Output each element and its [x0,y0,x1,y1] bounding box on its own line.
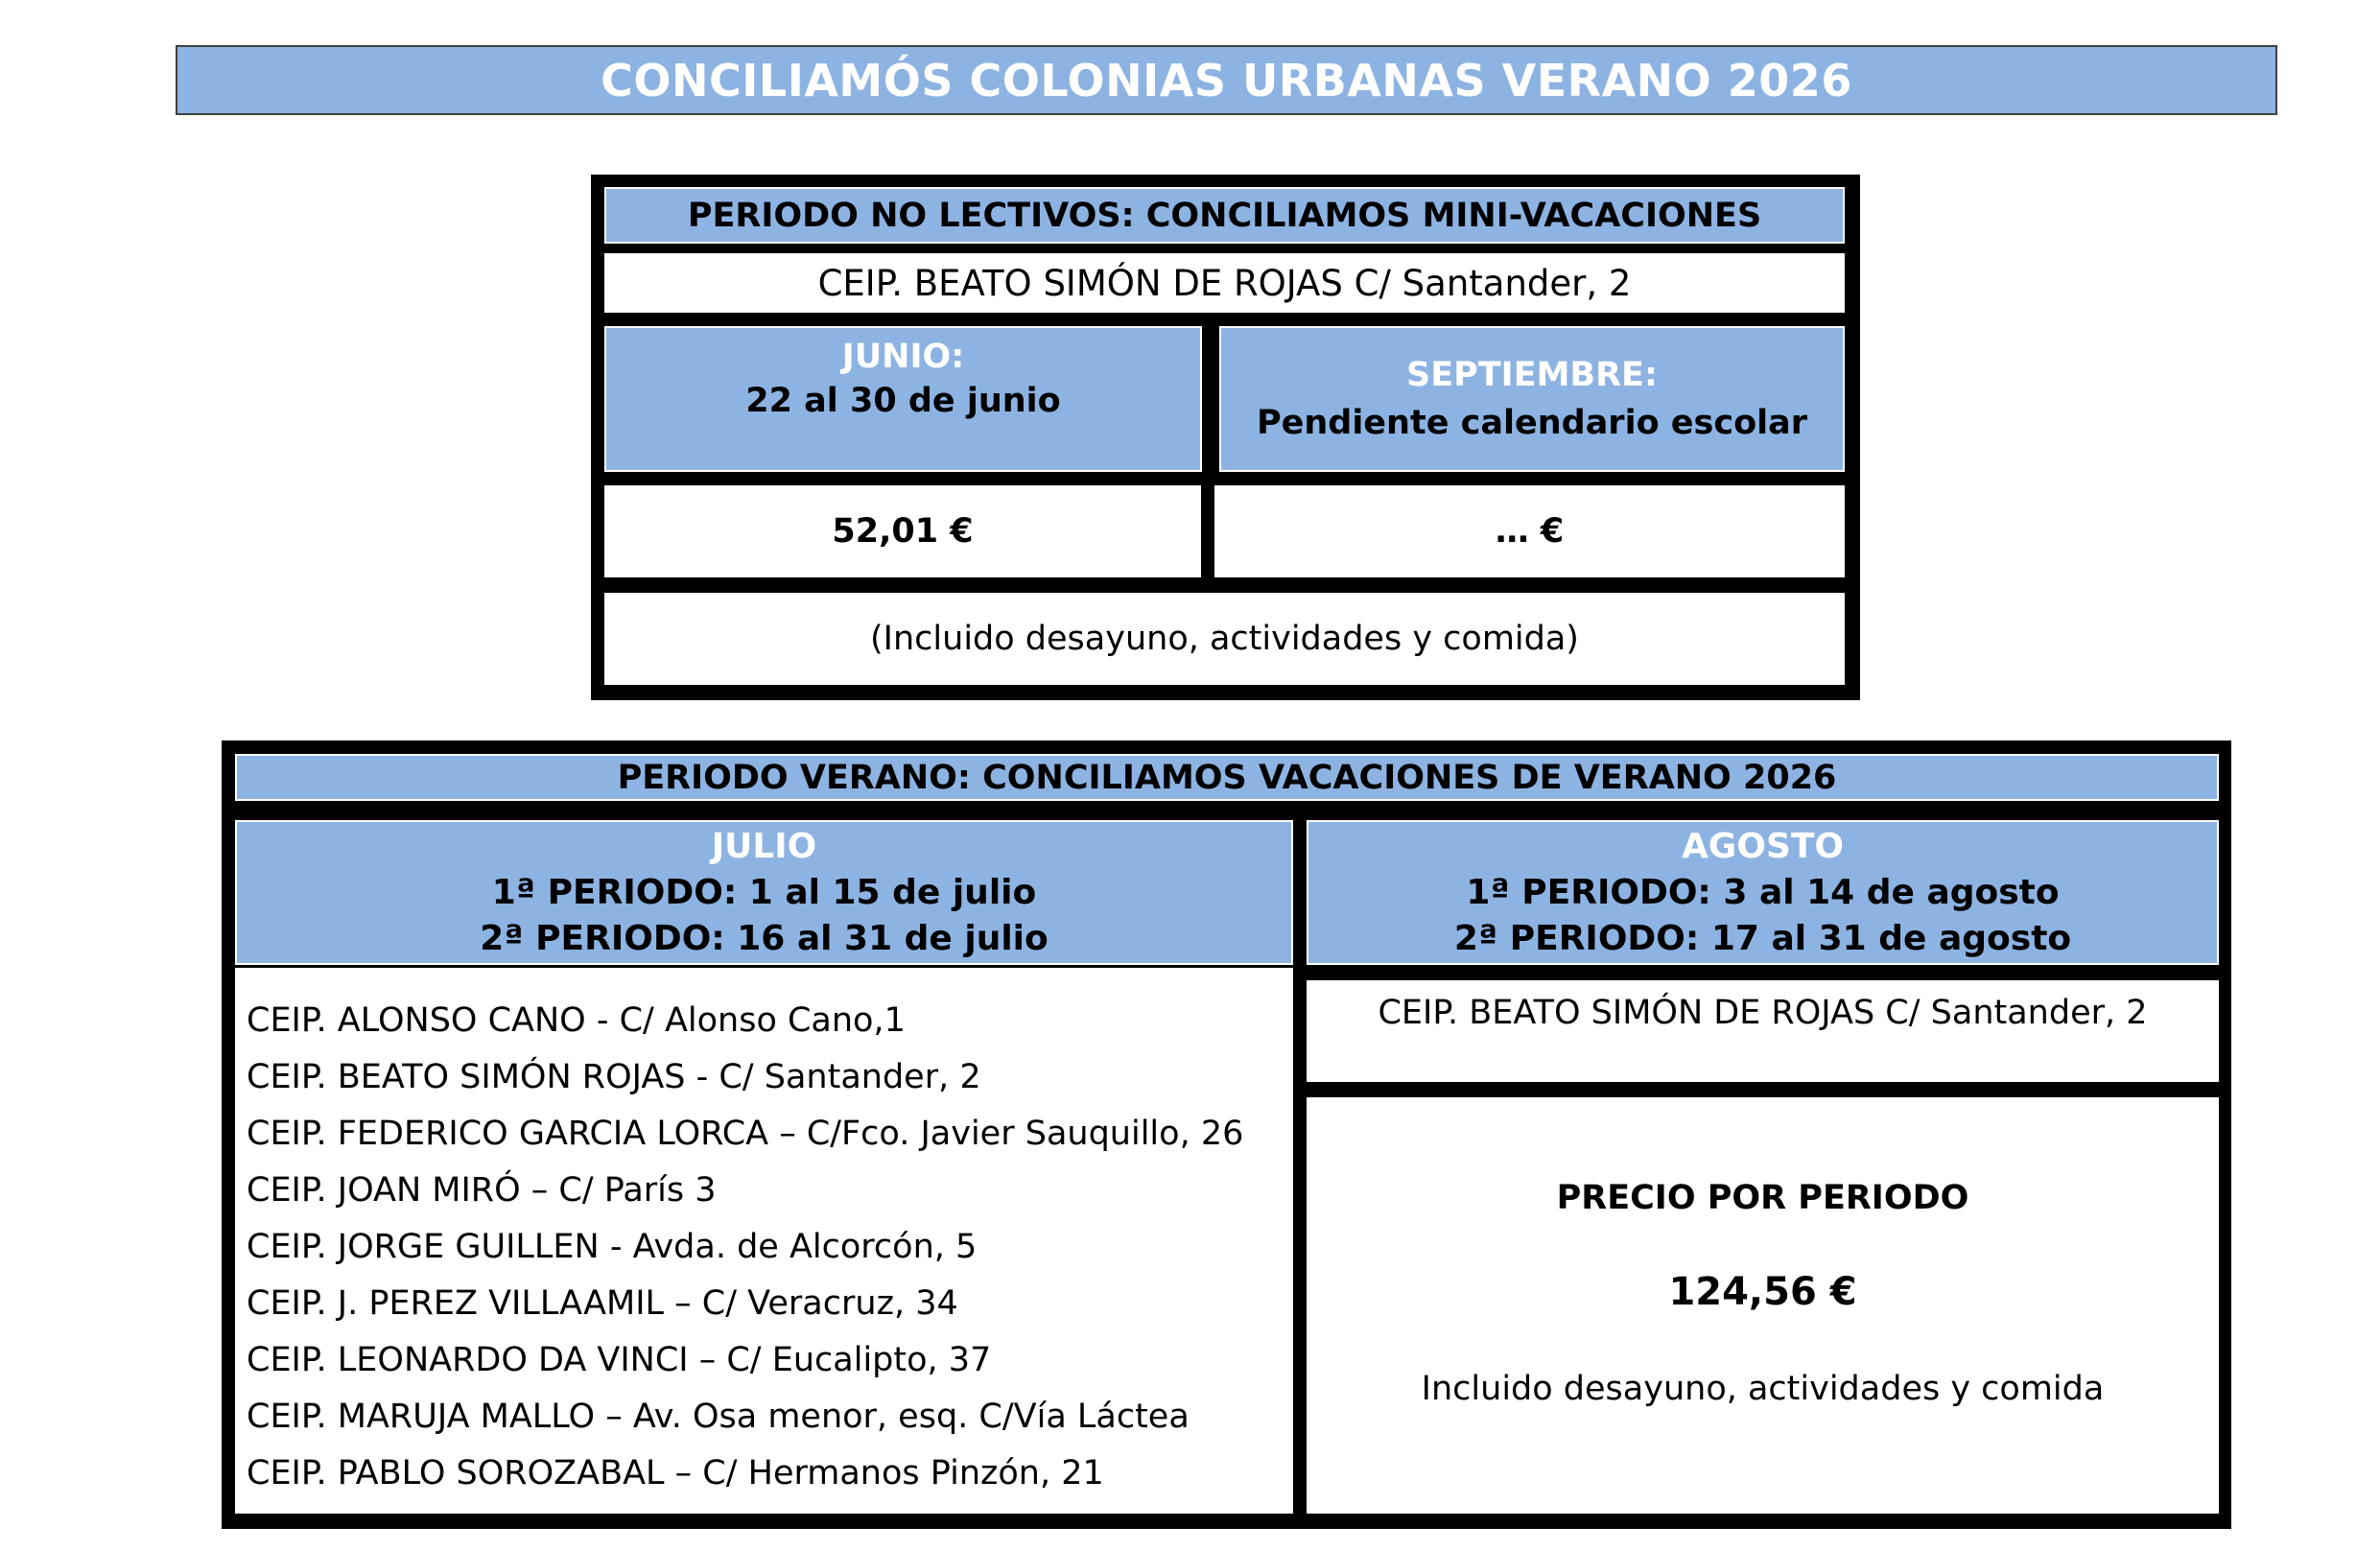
july-header-cell [235,820,1293,965]
july-school-item: CEIP. ALONSO CANO - C/ Alonso Cano,1 [247,1001,906,1040]
august-price-cell [1307,1097,2219,1514]
price-label: PRECIO POR PERIODO [1556,1179,1969,1217]
no-lectivos-included-cell [604,593,1845,685]
no-lectivos-header: PERIODO NO LECTIVOS: CONCILIAMOS MINI-VACACIONES [687,196,1762,235]
verano-table [222,740,2231,1529]
verano-header-cell [235,754,2219,801]
august-school-cell [1307,980,2219,1082]
june-label: JUNIO: [841,338,965,376]
july-school-item: CEIP. JORGE GUILLEN - Avda. de Alcorcón, 5 [247,1228,978,1266]
no-lectivos-school-cell [604,253,1845,313]
june-price: 52,01 € [832,512,974,551]
july-school-item: CEIP. BEATO SIMÓN ROJAS - C/ Santander, 2 [247,1058,981,1096]
june-price-cell [604,485,1201,577]
june-dates: 22 al 30 de junio [745,382,1061,420]
page-title: CONCILIAMÓS COLONIAS URBANAS VERANO 2026 [601,54,1852,106]
september-dates: Pendiente calendario escolar [1256,404,1808,442]
september-price-cell [1214,485,1845,577]
july-schools-list [247,993,1291,1502]
july-schools-cell [235,968,1293,1514]
no-lectivos-included: (Incluido desayuno, actividades y comida) [870,620,1579,658]
july-period-2: 2ª PERIODO: 16 al 31 de julio [480,918,1049,958]
september-label: SEPTIEMBRE: [1406,356,1658,394]
price-value: 124,56 € [1668,1270,1857,1314]
page-title-bar [176,45,2277,115]
august-period-1: 1ª PERIODO: 3 al 14 de agosto [1466,872,2060,912]
august-period-2: 2ª PERIODO: 17 al 31 de agosto [1453,918,2072,958]
price-included: Incluido desayuno, actividades y comida [1421,1370,2105,1408]
august-header-cell [1307,820,2219,965]
no-lectivos-school: CEIP. BEATO SIMÓN DE ROJAS C/ Santander, 2 [817,262,1632,304]
no-lectivos-header-cell [604,187,1845,244]
july-school-item: CEIP. JOAN MIRÓ – C/ París 3 [247,1171,717,1210]
july-school-item: CEIP. J. PEREZ VILLAAMIL – C/ Veracruz, 34 [247,1284,958,1323]
no-lectivos-table [591,175,1860,700]
september-cell [1219,326,1845,472]
july-label: JULIO [711,826,817,866]
august-label: AGOSTO [1681,826,1845,866]
verano-header: PERIODO VERANO: CONCILIAMOS VACACIONES DE VERANO 2026 [617,758,1837,797]
july-school-item: CEIP. LEONARDO DA VINCI – C/ Eucalipto, 37 [247,1341,992,1379]
july-school-item: CEIP. PABLO SOROZABAL – C/ Hermanos Pinzón, 21 [247,1454,1104,1492]
july-school-item: CEIP. MARUJA MALLO – Av. Osa menor, esq. C/Vía Láctea [247,1398,1190,1436]
september-price: … € [1495,512,1565,551]
july-period-1: 1ª PERIODO: 1 al 15 de julio [491,872,1037,912]
july-school-item: CEIP. FEDERICO GARCIA LORCA – C/Fco. Javier Sauquillo, 26 [247,1115,1244,1153]
august-school: CEIP. BEATO SIMÓN DE ROJAS C/ Santander, 2 [1378,994,2148,1032]
june-cell [604,326,1202,472]
